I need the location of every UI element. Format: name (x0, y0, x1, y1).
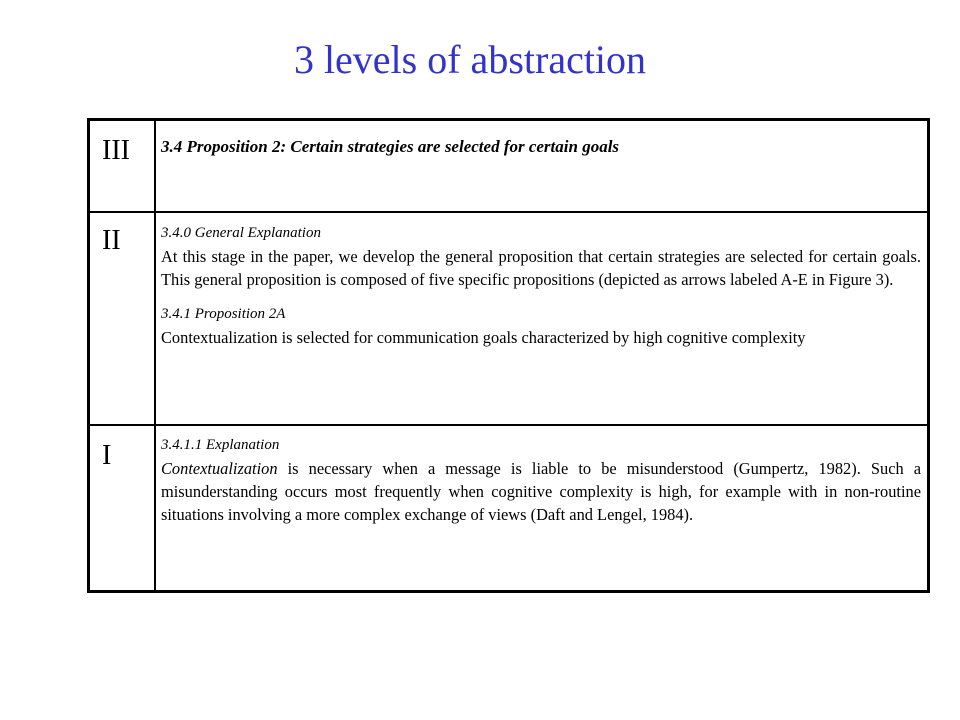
levels-table (87, 118, 930, 593)
level-row-ii (90, 211, 927, 426)
section-heading-explanation: 3.4.1.1 Explanation (161, 437, 280, 453)
italic-term: Contextualization (161, 459, 278, 478)
section-heading-2a: 3.4.1 Proposition 2A (161, 306, 286, 322)
level-content-i (161, 434, 921, 526)
level-content-ii (161, 222, 921, 349)
section-heading-general: 3.4.0 General Explanation (161, 225, 321, 241)
level-label-ii: II (102, 225, 121, 256)
level-row-iii (90, 121, 927, 213)
level-label-iii: III (102, 135, 130, 166)
section-text-2a: Contextualization is selected for communication goals characterized by high cognitive complexity (161, 328, 806, 347)
proposition-heading: 3.4 Proposition 2: Certain strategies are selected for certain goals (161, 137, 620, 156)
section-text-general: At this stage in the paper, we develop the general proposition that certain strategies are selected for certain goals. This general proposition is composed of five specific propositions (depicted as arrows labeled A-E in Figure 3). (161, 247, 921, 289)
section-text-explanation (161, 457, 921, 526)
level-row-i (90, 426, 927, 590)
level-content-iii (161, 135, 921, 158)
slide-title: 3 levels of abstraction (293, 37, 647, 82)
level-label-i: I (102, 440, 112, 471)
explanation-body: is necessary when a message is liable to be misunderstood (Gumpertz, 1982). Such a misunderstanding occurs most frequently when cognitive complexity is high, for example with in non-routine situations involving a more complex exchange of views (Daft and Lengel, 1984). (161, 459, 921, 524)
